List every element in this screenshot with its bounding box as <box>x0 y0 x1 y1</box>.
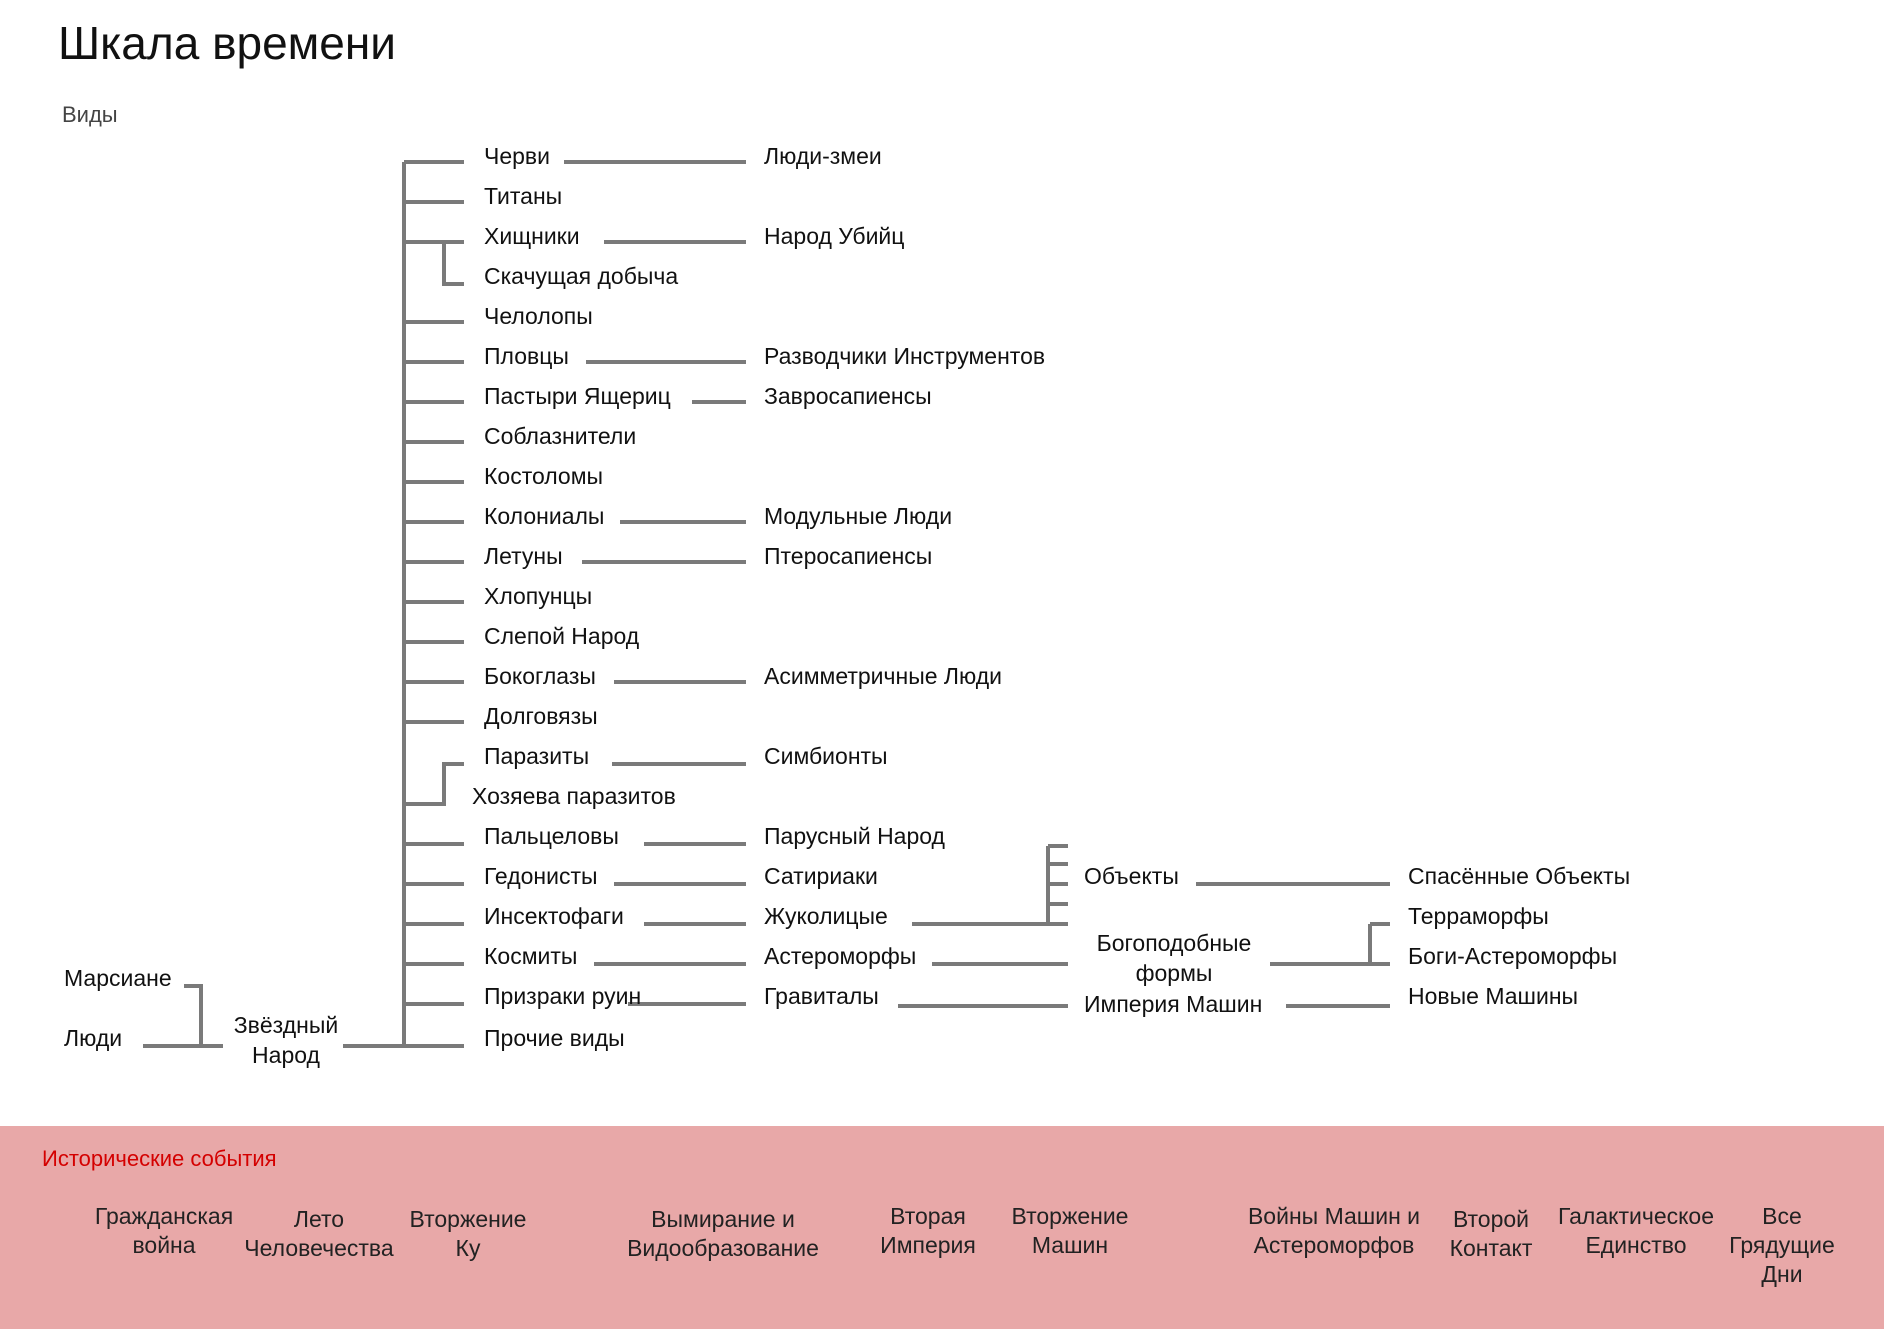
event-civil-war: Гражданская война <box>94 1203 234 1258</box>
node-asteromorphs: Астероморфы <box>764 943 917 969</box>
node-snake-people: Люди-змеи <box>764 143 882 169</box>
node-lanky: Долговязы <box>484 703 598 729</box>
node-saved-objects: Спасённые Объекты <box>1408 863 1631 889</box>
node-star-folk: Звёздный Народ <box>233 1012 339 1068</box>
node-machine-empire: Империя Машин <box>1084 991 1263 1017</box>
node-sail-folk: Парусный Народ <box>764 823 945 849</box>
node-bonebreakers: Костоломы <box>484 463 604 489</box>
node-side-eyes: Бокоглазы <box>484 663 596 689</box>
node-terramorphs: Терраморфы <box>1408 903 1549 929</box>
node-pterosapiens: Птеросапиенсы <box>764 543 933 569</box>
species-section-label: Виды <box>62 102 118 127</box>
node-godlike-forms: Богоподобные формы <box>1096 930 1252 986</box>
node-modular-people: Модульные Люди <box>764 503 953 529</box>
node-flappers: Хлопунцы <box>484 583 593 609</box>
event-machine-invasion: Вторжение Машин <box>1011 1203 1129 1258</box>
node-satyriacs: Сатириаки <box>764 863 878 889</box>
node-humans: Люди <box>64 1025 123 1051</box>
node-predators: Хищники <box>484 223 580 249</box>
event-second-contact: Второй Контакт <box>1449 1206 1533 1261</box>
node-lizard-herders: Пастыри Ящериц <box>484 383 671 409</box>
node-cheloopy: Челолопы <box>484 303 593 329</box>
node-spacers: Космиты <box>484 943 578 969</box>
node-parasites: Паразиты <box>484 743 590 769</box>
node-leaping-prey: Скачущая добыча <box>484 263 679 289</box>
node-beetle-faces: Жуколицые <box>764 903 888 929</box>
node-seducers: Соблазнители <box>484 423 637 449</box>
node-symbionts: Симбионты <box>764 743 888 769</box>
event-all-coming-days: Все Грядущие Дни <box>1729 1203 1835 1287</box>
event-extinction-speciation: Вымирание и Видообразование <box>627 1206 819 1261</box>
node-asteromorph-gods: Боги-Астероморфы <box>1408 943 1618 969</box>
events-title: Исторические события <box>42 1146 277 1171</box>
node-tool-breeders: Разводчики Инструментов <box>764 343 1046 369</box>
node-saurosapiens: Завросапиенсы <box>764 383 932 409</box>
node-finger-catchers: Пальцеловы <box>484 823 619 849</box>
node-objects: Объекты <box>1084 863 1179 889</box>
node-colonials: Колониалы <box>484 503 605 529</box>
node-titans: Титаны <box>484 183 563 209</box>
node-new-machines: Новые Машины <box>1408 983 1579 1009</box>
event-ku-invasion: Вторжение Ку <box>409 1206 527 1261</box>
event-machine-asteromorph-wars: Войны Машин и Астероморфов <box>1247 1203 1421 1258</box>
event-second-empire: Вторая Империя <box>880 1203 976 1258</box>
node-killer-folk: Народ Убийц <box>764 223 905 249</box>
node-martians: Марсиане <box>64 965 172 991</box>
node-flyers: Летуны <box>484 543 563 569</box>
event-summer-of-humanity: Лето Человечества <box>244 1206 394 1261</box>
node-parasite-hosts: Хозяева паразитов <box>472 783 676 809</box>
node-ruin-ghosts: Призраки руин <box>484 983 642 1009</box>
node-other-species: Прочие виды <box>484 1025 625 1051</box>
node-worms: Черви <box>484 143 550 169</box>
event-galactic-unity: Галактическое Единство <box>1557 1203 1715 1258</box>
node-asymmetric-people: Асимметричные Люди <box>764 663 1003 689</box>
page-title: Шкала времени <box>58 17 396 69</box>
node-gravitals: Гравиталы <box>764 983 879 1009</box>
node-blind-folk: Слепой Народ <box>484 623 640 649</box>
node-insectophages: Инсектофаги <box>484 903 624 929</box>
node-swimmers: Пловцы <box>484 343 569 369</box>
node-hedonists: Гедонисты <box>484 863 598 889</box>
